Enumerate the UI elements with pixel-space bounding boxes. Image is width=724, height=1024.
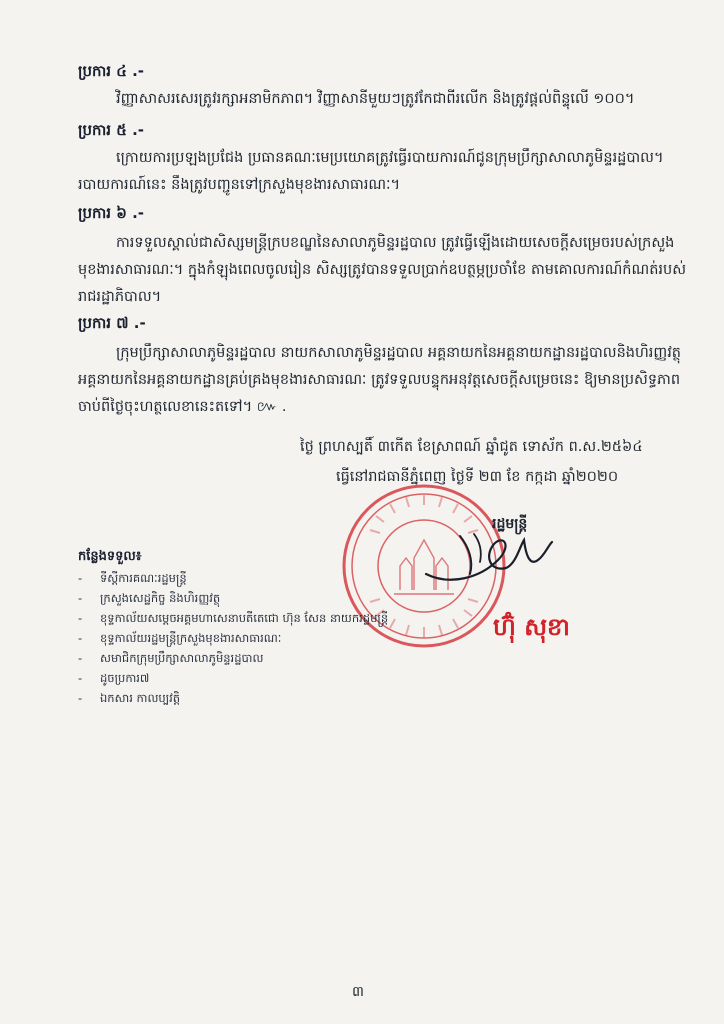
- list-item: - ខុទ្ទកាល័យរដ្ឋមន្ត្រីក្រសួងមុខងារសាធារណៈ: [78, 631, 282, 645]
- article-6-line-1: ការទទួលស្គាល់ជាសិស្សមន្ត្រីក្របខណ្ឌនៃសាលាភូមិន្ទរដ្ឋបាល ត្រូវធ្វើឡើងដោយសេចក្តីសម្រេចរបស់ក្រសួង: [116, 235, 675, 251]
- issue-place-date: ធ្វើនៅរាជធានីភ្នំពេញ ថ្ងៃទី ២៣ ខែ កក្កដា ឆ្នាំ២០២០: [336, 469, 619, 485]
- article-5-line-2: របាយការណ៍នេះ នឹងត្រូវបញ្ជូនទៅក្រសួងមុខងារសាធារណៈ។: [78, 177, 401, 193]
- signatory-name: ហ៊ុំ សុខា: [493, 612, 570, 641]
- article-5-heading: ប្រការ ៥ .-: [78, 121, 145, 139]
- list-item: - ទីស្តីការគណៈរដ្ឋមន្ត្រី: [78, 571, 187, 585]
- page-number: ៣: [352, 984, 364, 1000]
- article-7-line-1: ក្រុមប្រឹក្សាសាលាភូមិន្ទរដ្ឋបាល នាយកសាលាភូមិន្ទរដ្ឋបាល អគ្គនាយកនៃអគ្គនាយកដ្ឋានរដ្ឋបាលនិងហិរញ្ញវត្ថុ: [116, 345, 682, 361]
- article-6-line-2: មុខងារសាធារណៈ។ ក្នុងកំឡុងពេលចូលរៀន សិស្សត្រូវបានទទួលប្រាក់ឧបត្ថម្ភប្រចាំខែ តាមគោលការណ៍កំណត់របស់: [78, 262, 687, 278]
- article-7-heading: ប្រការ ៧ .-: [78, 314, 146, 332]
- article-5-line-1: ក្រោយការប្រឡងប្រជែង ប្រធានគណៈមេប្រយោគត្រូវធ្វើរបាយការណ៍ជូនក្រុមប្រឹក្សាសាលាភូមិន្ទរដ្ឋបាល។: [116, 150, 664, 166]
- article-7-line-3: ចាប់ពីថ្ងៃចុះហត្ថលេខានេះតទៅ។ ៚ .: [78, 399, 287, 415]
- article-6-line-3: រាជរដ្ឋាភិបាល។: [78, 289, 162, 305]
- list-item: - សមាជិកក្រុមប្រឹក្សាសាលាភូមិន្ទរដ្ឋបាល: [78, 651, 264, 665]
- signatory-title: រដ្ឋមន្ត្រី: [492, 516, 528, 532]
- recipients-title: កន្លែងទទួល៖: [78, 549, 142, 564]
- article-4-heading: ប្រការ ៤ .-: [78, 62, 145, 80]
- lunar-date: ថ្ងៃ ព្រហស្បតិ៍ ៣កើត ខែស្រាពណ៍ ឆ្នាំជូត ទោស័ក ព.ស.២៥៦៤: [300, 439, 643, 455]
- article-7-line-2: អគ្គនាយកនៃអគ្គនាយកដ្ឋានគ្រប់គ្រងមុខងារសាធារណៈ ត្រូវទទួលបន្ទុកអនុវត្តសេចក្តីសម្រេចនេះ ឱ្យមានប្រសិទ្ធភាព: [78, 372, 681, 388]
- article-6-body: [78, 230, 687, 311]
- signature-icon: [420, 516, 560, 596]
- article-4-line-1: វិញ្ញាសាសរសេរត្រូវរក្សាអនាមិកភាព។ វិញ្ញាសានីមួយៗត្រូវកែជាពីរលើក និងត្រូវផ្តល់ពិន្ទុលើ ១០០។: [116, 91, 635, 107]
- article-7-body: [78, 340, 682, 421]
- list-item: - ឯកសារ កាលប្បវត្តិ: [78, 691, 181, 705]
- recipients-list: [78, 568, 388, 708]
- list-item: - ខុទ្ទកាល័យសម្តេចអគ្គមហាសេនាបតីតេជោ ហ៊ុន សែន នាយករដ្ឋមន្ត្រី: [78, 611, 389, 625]
- article-5-body: [78, 145, 674, 199]
- article-6-heading: ប្រការ ៦ .-: [78, 204, 145, 222]
- list-item: - ដូចប្រការ៧: [78, 671, 150, 685]
- article-4-body: [78, 86, 674, 113]
- list-item: - ក្រសួងសេដ្ឋកិច្ច និងហិរញ្ញវត្ថុ: [78, 591, 221, 605]
